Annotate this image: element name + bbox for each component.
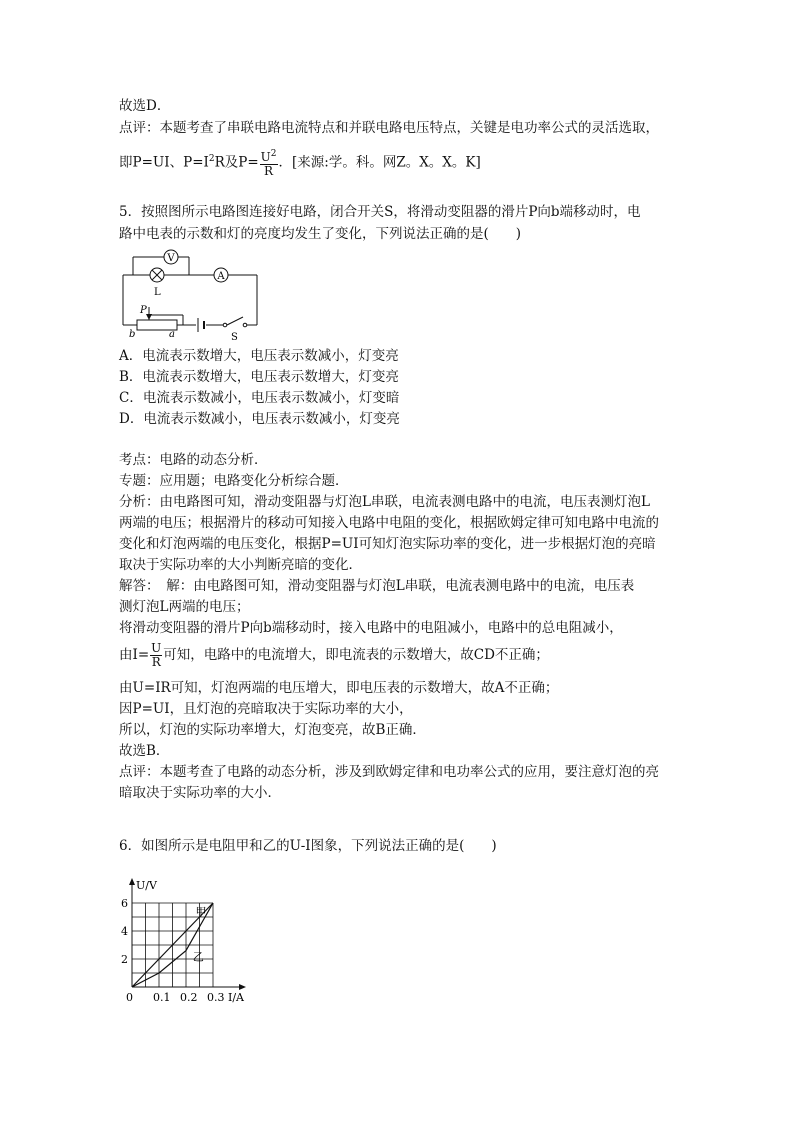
q5-answer: 故选B． xyxy=(119,743,170,759)
ohm-denominator: R xyxy=(151,655,161,669)
voltmeter-label: V xyxy=(167,253,175,264)
q5-solution-line-2: 测灯泡L两端的电压； xyxy=(119,599,250,615)
numerator-exponent: 2 xyxy=(270,149,277,159)
lamp-label: L xyxy=(154,287,161,298)
q5-zhuanti: 专题：应用题；电路变化分析综合题． xyxy=(119,473,349,489)
ohm-fraction xyxy=(150,642,162,669)
circuit-diagram xyxy=(119,247,264,342)
end-b-label: b xyxy=(129,329,136,340)
switch-label: S xyxy=(231,332,238,342)
y-tick-label: 4 xyxy=(121,925,128,938)
q5-solution-line-7: 所以，灯泡的实际功率增大，灯泡变亮，故B正确． xyxy=(119,722,426,738)
q5-analysis-line-2: 两端的电压；根据滑片的移动可知接入电路中电阻的变化，根据欧姆定律可知电路中电流的 xyxy=(119,515,659,531)
y-tick-label: 2 xyxy=(121,953,128,966)
x-axis-arrow xyxy=(239,984,246,990)
y-axis-label: U/V xyxy=(136,879,157,892)
power-fraction xyxy=(260,148,278,178)
ui-graph xyxy=(118,872,268,1007)
q5-solution-line-4 xyxy=(119,640,549,670)
slider-arrow xyxy=(146,314,152,320)
y-tick-label: 6 xyxy=(121,897,128,910)
q5-option-a: A．电流表示数增大，电压表示数减小，灯变亮 xyxy=(119,348,399,364)
q5-option-b: B．电流表示数增大，电压表示数增大，灯变亮 xyxy=(119,369,399,385)
series-jia-label: 甲 xyxy=(195,905,207,919)
q5-solution-line-1: 解答： 解：由电路图可知，滑动变阻器与灯泡L串联，电流表测电路中的电流，电压表 xyxy=(119,578,635,594)
q5-solution-line-6: 因P=UI，且灯泡的亮暗取决于实际功率的大小， xyxy=(119,701,413,717)
x-tick-label: 0.1 xyxy=(153,991,171,1004)
q5-kaodian: 考点：电路的动态分析． xyxy=(119,452,268,468)
formula-exponent: 2 xyxy=(208,154,215,164)
q5-stem-line-2: 路中电表的示数和灯的亮度均发生了变化，下列说法正确的是( ) xyxy=(119,226,522,242)
x-tick-label: 0.3 xyxy=(207,991,225,1004)
series-yi-label: 乙 xyxy=(192,950,204,964)
fraction-numerator: U xyxy=(260,150,271,164)
chart-labels xyxy=(121,879,245,1004)
x-tick-label: 0 xyxy=(126,991,133,1004)
q5-solution-line-5: 由U=IR可知，灯泡两端的电压增大，即电压表的示数增大，故A不正确； xyxy=(119,680,559,696)
switch-contact-right xyxy=(243,323,247,327)
formula-suffix: ．[来源:学。科。网Z。X。X。K] xyxy=(278,154,481,171)
fraction-denominator: R xyxy=(264,164,274,178)
ohm-numerator: U xyxy=(151,641,162,655)
q5-option-c: C．电流表示数减小，电压表示数减小，灯变暗 xyxy=(119,390,400,406)
q4-comment-line-1: 点评：本题考查了串联电路电流特点和并联电路电压特点，关键是电功率公式的灵活选取， xyxy=(119,120,659,136)
q5-option-d: D．电流表示数减小，电压表示数减小，灯变亮 xyxy=(119,411,400,427)
q6-stem: 6．如图所示是电阻甲和乙的U-I图象，下列说法正确的是( ) xyxy=(119,838,497,854)
q4-formula-line xyxy=(119,144,481,178)
q4-answer: 故选D． xyxy=(119,98,171,114)
x-tick-label: 0.2 xyxy=(180,991,198,1004)
q5-comment-line-2: 暗取决于实际功率的大小． xyxy=(119,785,281,801)
ammeter-label: A xyxy=(217,271,225,282)
y-axis-arrow xyxy=(129,878,135,885)
end-a-label: a xyxy=(169,329,175,340)
formula-prefix: 即P=UI、P=I xyxy=(119,154,209,171)
formula-mid: R及P= xyxy=(214,154,259,171)
ohm-suffix: 可知，电路中的电流增大，即电流表的示数增大，故CD不正确； xyxy=(163,647,549,663)
slider-label: P xyxy=(140,305,147,316)
q5-analysis-line-4: 取决于实际功率的大小判断亮暗的变化． xyxy=(119,557,362,573)
q5-solution-line-3: 将滑动变阻器的滑片P向b端移动时，接入电路中的电阻减小，电路中的总电阻减小， xyxy=(119,620,623,636)
switch-contact-left xyxy=(223,323,227,327)
x-axis-label: I/A xyxy=(228,991,244,1004)
q5-analysis-line-1: 分析：由电路图可知，滑动变阻器与灯泡L串联，电流表测电路中的电流，电压表测灯泡L xyxy=(119,494,650,510)
q5-analysis-line-3: 变化和灯泡两端的电压变化，根据P=UI可知灯泡实际功率的变化，进一步根据灯泡的亮暗 xyxy=(119,536,656,552)
ohm-prefix: 由I= xyxy=(119,647,150,663)
q5-comment-line-1: 点评：本题考查了电路的动态分析，涉及到欧姆定律和电功率公式的应用，要注意灯泡的亮 xyxy=(119,764,659,780)
q5-stem-line-1: 5．按照图所示电路图连接好电路，闭合开关S，将滑动变阻器的滑片P向b端移动时，电 xyxy=(119,204,641,220)
